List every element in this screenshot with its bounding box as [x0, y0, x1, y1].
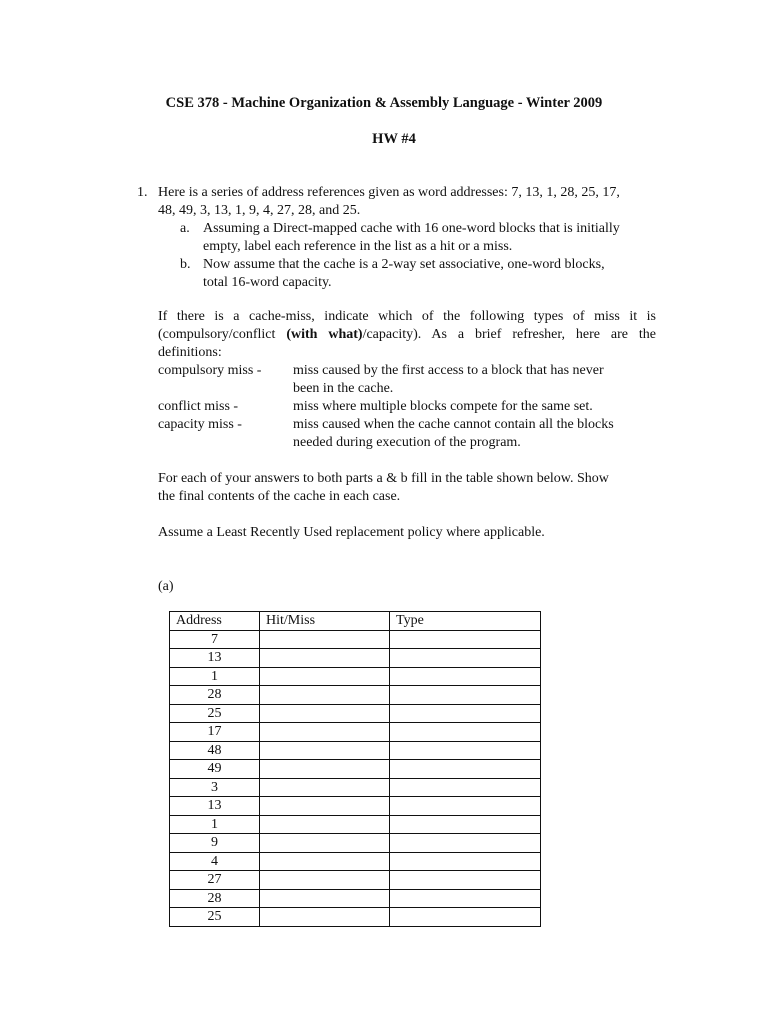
- part-b-line2: total 16-word capacity.: [203, 275, 332, 290]
- address-cell: 13: [170, 649, 260, 668]
- hit-miss-cell[interactable]: [260, 760, 390, 779]
- table-row: [170, 723, 541, 742]
- question-intro: [158, 184, 656, 220]
- fill-para-line1: For each of your answers to both parts a & b fill in the table shown below. Show: [158, 471, 609, 486]
- address-cell: 27: [170, 871, 260, 890]
- hit-miss-cell[interactable]: [260, 704, 390, 723]
- table-row: [170, 686, 541, 705]
- table-row: [170, 667, 541, 686]
- type-cell[interactable]: [390, 908, 541, 927]
- def-term-conflict: conflict miss -: [158, 399, 239, 414]
- address-cell: 13: [170, 797, 260, 816]
- table-row: [170, 815, 541, 834]
- header-hit-miss: Hit/Miss: [260, 612, 390, 631]
- document-title: CSE 378 - Machine Organization & Assembly Language - Winter 2009: [165, 95, 603, 111]
- part-b-line1: Now assume that the cache is a 2-way set associative, one-word blocks,: [203, 257, 605, 272]
- def-term-capacity: capacity miss -: [158, 417, 242, 432]
- type-cell[interactable]: [390, 760, 541, 779]
- part-b-text: [203, 256, 655, 292]
- fill-para-line2: the final contents of the cache in each case.: [158, 489, 401, 504]
- address-cell: 49: [170, 760, 260, 779]
- type-cell[interactable]: [390, 834, 541, 853]
- address-cell: 4: [170, 852, 260, 871]
- table-row: [170, 797, 541, 816]
- hit-miss-cell[interactable]: [260, 797, 390, 816]
- part-b-letter: b.: [180, 257, 191, 272]
- address-cell: 1: [170, 667, 260, 686]
- hit-miss-cell[interactable]: [260, 630, 390, 649]
- address-cell: 1: [170, 815, 260, 834]
- miss-para-pre: If there is a cache-miss, indicate which of the following types of miss it is (compulsory/conflict: [158, 309, 656, 342]
- type-cell[interactable]: [390, 852, 541, 871]
- address-cell: 17: [170, 723, 260, 742]
- address-cell: 28: [170, 686, 260, 705]
- hit-miss-cell[interactable]: [260, 723, 390, 742]
- table-row: [170, 741, 541, 760]
- hit-miss-cell[interactable]: [260, 871, 390, 890]
- type-cell[interactable]: [390, 667, 541, 686]
- type-cell[interactable]: [390, 686, 541, 705]
- part-a-letter: a.: [180, 221, 190, 236]
- part-a-line2: empty, label each reference in the list as a hit or a miss.: [203, 239, 513, 254]
- part-a-text: [203, 220, 655, 256]
- def-capacity-line2: needed during execution of the program.: [293, 435, 521, 450]
- type-cell[interactable]: [390, 723, 541, 742]
- table-row: [170, 834, 541, 853]
- hit-miss-cell[interactable]: [260, 889, 390, 908]
- table-row: [170, 908, 541, 927]
- homework-number: HW #4: [372, 131, 416, 147]
- table-row: [170, 649, 541, 668]
- type-cell[interactable]: [390, 889, 541, 908]
- table-row: [170, 704, 541, 723]
- address-cell: 25: [170, 704, 260, 723]
- fill-table-paragraph: [158, 470, 656, 506]
- header-address: Address: [170, 612, 260, 631]
- address-cell: 25: [170, 908, 260, 927]
- hit-miss-cell[interactable]: [260, 815, 390, 834]
- type-cell[interactable]: [390, 649, 541, 668]
- def-capacity-line1: miss caused when the cache cannot contain all the blocks: [293, 417, 614, 432]
- table-row: [170, 760, 541, 779]
- hit-miss-cell[interactable]: [260, 778, 390, 797]
- type-cell[interactable]: [390, 741, 541, 760]
- def-desc-capacity: [293, 416, 655, 452]
- hit-miss-cell[interactable]: [260, 667, 390, 686]
- address-cell: 9: [170, 834, 260, 853]
- table-row: [170, 630, 541, 649]
- type-cell[interactable]: [390, 704, 541, 723]
- table-row: [170, 889, 541, 908]
- hit-miss-cell[interactable]: [260, 741, 390, 760]
- def-compulsory-line2: been in the cache.: [293, 381, 394, 396]
- def-desc-compulsory: [293, 362, 655, 398]
- address-cell: 28: [170, 889, 260, 908]
- table-row: [170, 778, 541, 797]
- address-cell: 7: [170, 630, 260, 649]
- def-term-compulsory: compulsory miss -: [158, 363, 262, 378]
- question-number: 1.: [137, 185, 148, 200]
- type-cell[interactable]: [390, 778, 541, 797]
- table-row: [170, 871, 541, 890]
- hit-miss-table: [169, 611, 541, 927]
- miss-para-bold: (with what): [286, 327, 363, 342]
- hit-miss-cell[interactable]: [260, 649, 390, 668]
- table-header-row: [170, 612, 541, 631]
- address-cell: 3: [170, 778, 260, 797]
- def-compulsory-line1: miss caused by the first access to a block that has never: [293, 363, 604, 378]
- question-intro-line1: Here is a series of address references given as word addresses: 7, 13, 1, 28, 25, 17,: [158, 185, 620, 200]
- hit-miss-cell[interactable]: [260, 852, 390, 871]
- part-a-label: (a): [158, 579, 174, 594]
- hit-miss-cell[interactable]: [260, 834, 390, 853]
- miss-para-post: /capacity). As a brief refresher, here are the definitions:: [158, 327, 656, 360]
- address-cell: 48: [170, 741, 260, 760]
- type-cell[interactable]: [390, 871, 541, 890]
- type-cell[interactable]: [390, 630, 541, 649]
- miss-types-paragraph: [158, 308, 656, 362]
- def-desc-conflict: miss where multiple blocks compete for the same set.: [293, 399, 593, 414]
- type-cell[interactable]: [390, 797, 541, 816]
- header-type: Type: [390, 612, 541, 631]
- hit-miss-cell[interactable]: [260, 686, 390, 705]
- lru-paragraph: Assume a Least Recently Used replacement policy where applicable.: [158, 525, 545, 540]
- part-a-line1: Assuming a Direct-mapped cache with 16 one-word blocks that is initially: [203, 221, 620, 236]
- hit-miss-cell[interactable]: [260, 908, 390, 927]
- table-row: [170, 852, 541, 871]
- type-cell[interactable]: [390, 815, 541, 834]
- question-intro-line2: 48, 49, 3, 13, 1, 9, 4, 27, 28, and 25.: [158, 203, 361, 218]
